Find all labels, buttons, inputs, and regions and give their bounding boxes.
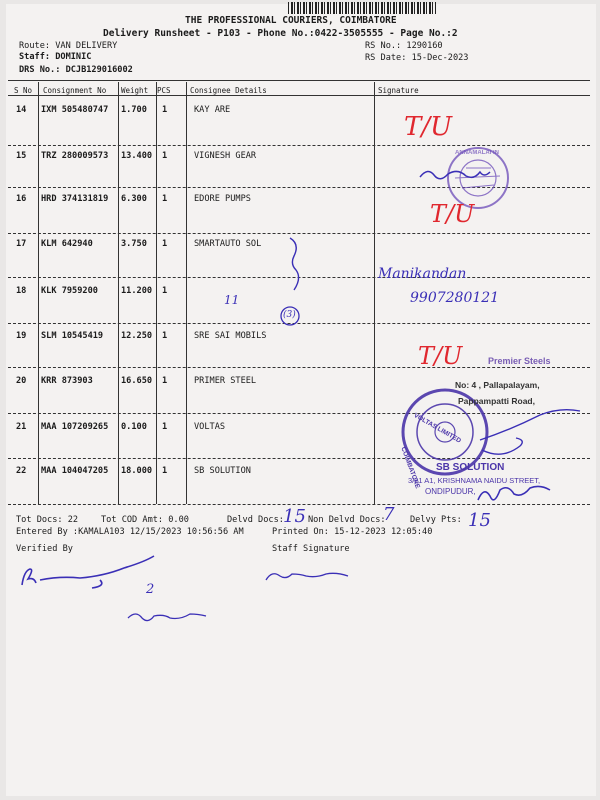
voltas-bottom-text: COIMBATORE (399, 446, 421, 490)
row-consignee: SRE SAI MOBILS (194, 331, 267, 341)
printed-on: Printed On: 15-12-2023 12:05:40 (272, 527, 433, 537)
row-weight: 3.750 (121, 239, 147, 249)
handwritten-phone-18: 9907280121 (410, 290, 500, 306)
row-consignment: TRZ 280009573 (41, 151, 109, 161)
verified-by-signature (22, 556, 154, 588)
row-weight: 16.650 (121, 376, 153, 386)
signature-22 (478, 486, 550, 500)
rs-date: RS Date: 15-Dec-2023 (365, 53, 469, 63)
row-consignment: IXM 505480747 (41, 105, 109, 115)
staff-label: Staff: DOMINIC (19, 52, 92, 62)
handwritten-page-mark: 2 (146, 582, 155, 597)
col-header-sno: S No (14, 86, 33, 95)
col-header-consignment: Consignment No (43, 86, 107, 95)
company-title: THE PROFESSIONAL COURIERS, COIMBATORE (185, 15, 397, 26)
row-pcs: 1 (162, 466, 168, 476)
row-consignment: KLM 642940 (41, 239, 93, 249)
row-consignment: MAA 107209265 (41, 422, 109, 432)
row-consignment: KRR 873903 (41, 376, 93, 386)
col-header-pcs: PCS (157, 86, 171, 95)
round-stamp-15 (448, 148, 508, 208)
row-sno: 18 (16, 286, 27, 296)
verified-by-signature-2 (128, 614, 206, 621)
total-docs: Tot Docs: 22 (16, 515, 79, 525)
stamp-15-ring-text: ANNAMALAI IN (455, 150, 499, 156)
col-header-signature: Signature (378, 86, 419, 95)
col-header-consignee: Consignee Details (190, 86, 267, 95)
row-pcs: 1 (162, 239, 168, 249)
row-weight: 18.000 (121, 466, 153, 476)
total-cod-amount: Tot COD Amt: 0.00 (101, 515, 189, 525)
handwritten-tu-19: T/U (418, 342, 463, 370)
entered-by: Entered By :KAMALA103 12/15/2023 10:56:56 AM (16, 527, 244, 537)
row-weight: 12.250 (121, 331, 153, 341)
row-sno: 19 (16, 331, 27, 341)
row-sno: 20 (16, 376, 27, 386)
bracket-mark-17 (290, 238, 299, 290)
delivered-docs-label: Delvd Docs: (227, 515, 284, 525)
non-delivered-docs-label: Non Delvd Docs: (308, 515, 386, 525)
row-consignee: PRIMER STEEL (194, 376, 257, 386)
col-header-weight: Weight (121, 86, 149, 95)
signature-21 (480, 410, 580, 455)
row-pcs: 1 (162, 331, 168, 341)
staff-signature-label: Staff Signature (272, 544, 350, 554)
row-weight: 11.200 (121, 286, 153, 296)
row-consignment: HRD 374131819 (41, 194, 109, 204)
row-pcs: 1 (162, 286, 168, 296)
handwritten-non-delvd-count: 7 (383, 504, 395, 525)
sb-solution-stamp-addr1: 3/21 A1, KRISHNAMA NAIDU STREET, (408, 476, 541, 485)
stamp-20-line2: No: 4 , Pallapalayam, (455, 380, 540, 390)
row-weight: 6.300 (121, 194, 147, 204)
row-sno: 15 (16, 151, 27, 161)
drs-number: DRS No.: DCJB129016002 (19, 65, 133, 75)
stamp-20-line1: Premier Steels (488, 356, 551, 366)
row-sno: 22 (16, 466, 27, 476)
handwritten-tu-16: T/U (430, 200, 475, 228)
row-consignment: SLM 10545419 (41, 331, 104, 341)
row-pcs: 1 (162, 151, 168, 161)
verified-by-label: Verified By (16, 544, 73, 554)
sb-solution-stamp-addr2: ONDIPUDUR, (425, 487, 476, 496)
handwritten-mark-18b: (3) (283, 310, 296, 320)
sb-solution-stamp-name: SB SOLUTION (436, 462, 505, 473)
row-sno: 14 (16, 105, 27, 115)
row-consignee: KAY ARE (194, 105, 231, 115)
row-pcs: 1 (162, 422, 168, 432)
row-consignee: SMARTAUTO SOL (194, 239, 262, 249)
handwritten-delvy-pts-count: 15 (468, 510, 491, 531)
delivery-points-label: Delvy Pts: (410, 515, 462, 525)
runsheet-subtitle: Delivery Runsheet - P103 - Phone No.:0422-3505555 - Page No.:2 (103, 28, 458, 39)
handwritten-mark-18a: 11 (224, 293, 240, 307)
staff-signature (266, 573, 348, 580)
row-pcs: 1 (162, 376, 168, 386)
row-weight: 13.400 (121, 151, 153, 161)
row-consignee: SB SOLUTION (194, 466, 251, 476)
row-consignee: EDORE PUMPS (194, 194, 251, 204)
handwritten-name-17: Manikandan (378, 266, 467, 282)
row-sno: 17 (16, 239, 27, 249)
handwritten-tu-14: T/U (404, 112, 453, 142)
row-pcs: 1 (162, 194, 168, 204)
handwritten-delvd-count: 15 (283, 506, 306, 527)
row-sno: 16 (16, 194, 27, 204)
row-consignment: MAA 104047205 (41, 466, 109, 476)
rs-number: RS No.: 1290160 (365, 41, 443, 51)
voltas-ring-text: VOLTAS LIMITED (412, 412, 463, 445)
row-weight: 1.700 (121, 105, 147, 115)
stamp-20-line3: Pappampatti Road, (458, 396, 535, 406)
row-weight: 0.100 (121, 422, 147, 432)
row-consignment: KLK 7959200 (41, 286, 98, 296)
row-consignee: VOLTAS (194, 422, 226, 432)
row-pcs: 1 (162, 105, 168, 115)
route-label: Route: VAN DELIVERY (19, 41, 118, 51)
row-consignee: VIGNESH GEAR (194, 151, 257, 161)
row-sno: 21 (16, 422, 27, 432)
